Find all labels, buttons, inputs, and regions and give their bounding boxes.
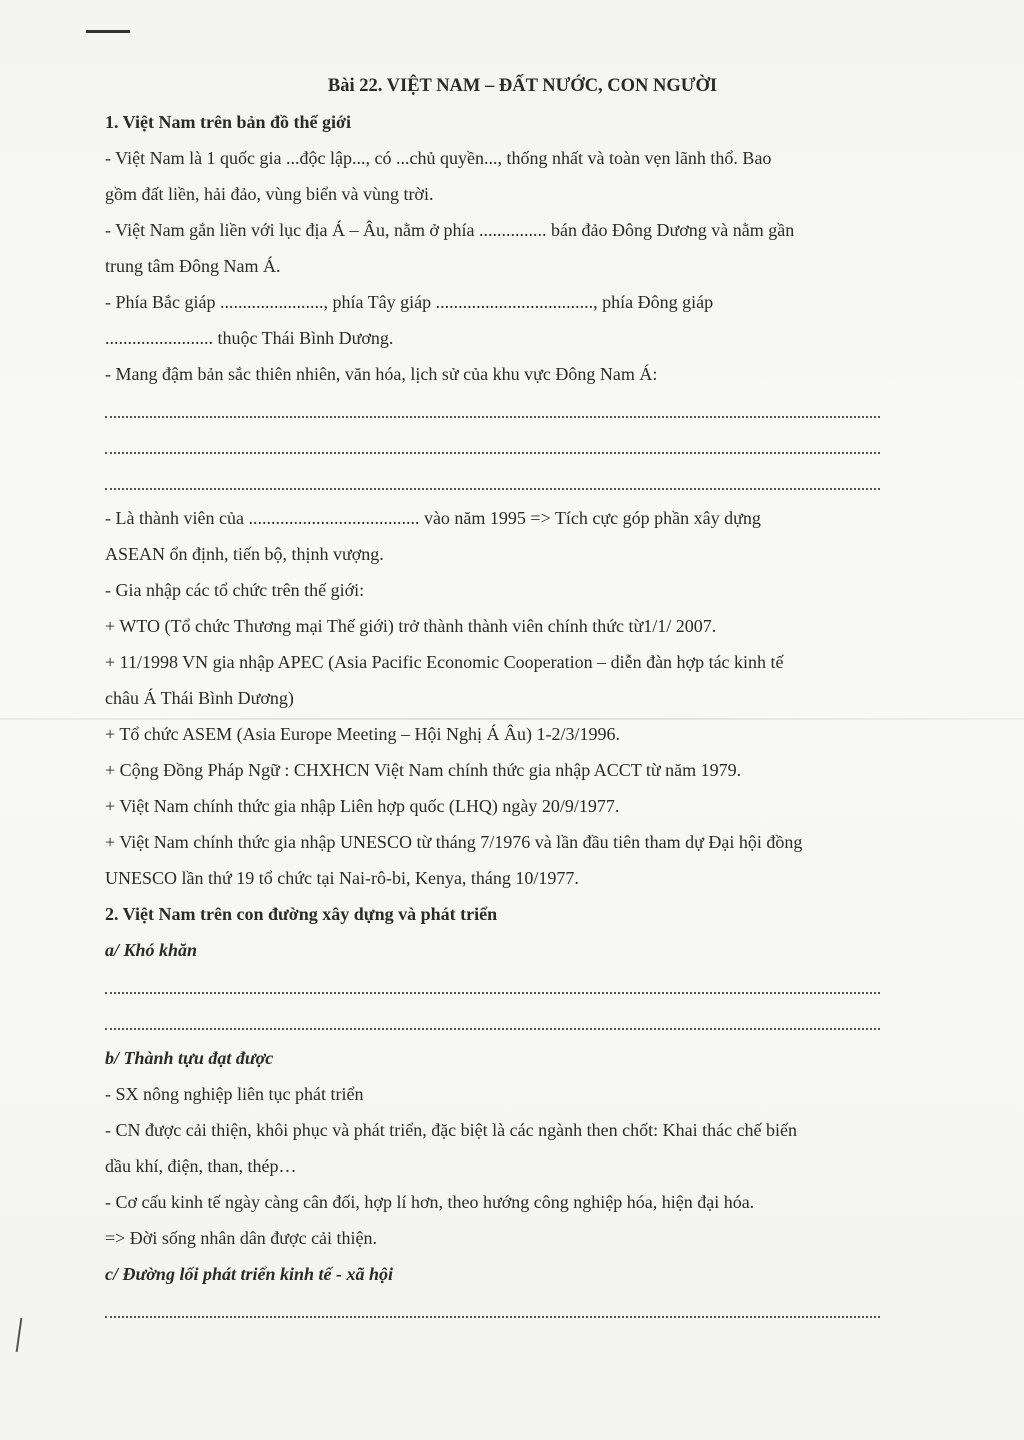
text-line: + 11/1998 VN gia nhập APEC (Asia Pacific Economic Cooperation – diễn đàn hợp tác kinh tế	[105, 652, 784, 672]
fill-in-blank-line[interactable]	[105, 428, 940, 464]
fill-in-blank-line[interactable]	[105, 1004, 940, 1040]
text-line: + Việt Nam chính thức gia nhập UNESCO từ tháng 7/1976 và lần đầu tiên tham dự Đại hội đồng	[105, 832, 803, 852]
subheading-thanh-tuu: b/ Thành tựu đạt được	[105, 1048, 274, 1068]
text-line: => Đời sống nhân dân được cải thiện.	[105, 1228, 378, 1248]
section-2-heading: 2. Việt Nam trên con đường xây dựng và phát triển	[105, 904, 498, 924]
fill-in-blank-line[interactable]	[105, 968, 940, 1004]
margin-pen-mark	[16, 1318, 23, 1352]
top-dash-mark	[86, 30, 130, 33]
subheading-kho-khan: a/ Khó khăn	[105, 940, 198, 960]
text-line: ASEAN ổn định, tiến bộ, thịnh vượng.	[105, 544, 384, 564]
text-line: - CN được cải thiện, khôi phục và phát triển, đặc biệt là các ngành then chốt: Khai thác chế biến	[105, 1120, 798, 1140]
text-line: dầu khí, điện, than, thép…	[105, 1156, 297, 1176]
text-line: - SX nông nghiệp liên tục phát triển	[105, 1084, 364, 1104]
text-line: - Mang đậm bản sắc thiên nhiên, văn hóa, lịch sử của khu vực Đông Nam Á:	[105, 364, 658, 384]
text-line: - Việt Nam gắn liền với lục địa Á – Âu, nằm ở phía ............... bán đảo Đông Dương và nằm gần	[105, 220, 795, 240]
text-line: trung tâm Đông Nam Á.	[105, 256, 281, 276]
text-line: UNESCO lần thứ 19 tổ chức tại Nai-rô-bi, Kenya, tháng 10/1977.	[105, 868, 579, 888]
fill-in-blank-line[interactable]	[105, 392, 940, 428]
text-line: + WTO (Tổ chức Thương mại Thế giới) trở thành thành viên chính thức từ1/1/ 2007.	[105, 616, 717, 636]
text-line: + Việt Nam chính thức gia nhập Liên hợp quốc (LHQ) ngày 20/9/1977.	[105, 796, 620, 816]
text-line: - Gia nhập các tổ chức trên thế giới:	[105, 580, 365, 600]
section-1-heading: 1. Việt Nam trên bản đồ thế giới	[105, 112, 351, 132]
document-title: Bài 22. VIỆT NAM – ĐẤT NƯỚC, CON NGƯỜI	[327, 76, 718, 96]
text-line: gồm đất liền, hải đảo, vùng biển và vùng trời.	[105, 184, 434, 204]
text-line: + Cộng Đồng Pháp Ngữ : CHXHCN Việt Nam chính thức gia nhập ACCT từ năm 1979.	[105, 760, 742, 780]
subheading-duong-loi: c/ Đường lối phát triển kinh tế - xã hội	[105, 1264, 393, 1284]
document-body	[105, 68, 940, 1328]
text-line: + Tổ chức ASEM (Asia Europe Meeting – Hội Nghị Á Âu) 1-2/3/1996.	[105, 724, 621, 744]
text-line: - Cơ cấu kinh tế ngày càng cân đối, hợp lí hơn, theo hướng công nghiệp hóa, hiện đại hóa.	[105, 1192, 755, 1212]
text-line: - Việt Nam là 1 quốc gia ...độc lập..., có ...chủ quyền..., thống nhất và toàn vẹn lãnh thổ. Bao	[105, 148, 772, 168]
text-line: ........................ thuộc Thái Bình Dương.	[105, 328, 394, 348]
text-line: châu Á Thái Bình Dương)	[105, 688, 294, 708]
text-line: - Phía Bắc giáp ......................., phía Tây giáp ..................................., phía Đông giáp	[105, 292, 714, 312]
fill-in-blank-line[interactable]	[105, 464, 940, 500]
fill-in-blank-line[interactable]	[105, 1292, 940, 1328]
text-line: - Là thành viên của ...................................... vào năm 1995 => Tích cực góp phần xây dựng	[105, 508, 761, 528]
